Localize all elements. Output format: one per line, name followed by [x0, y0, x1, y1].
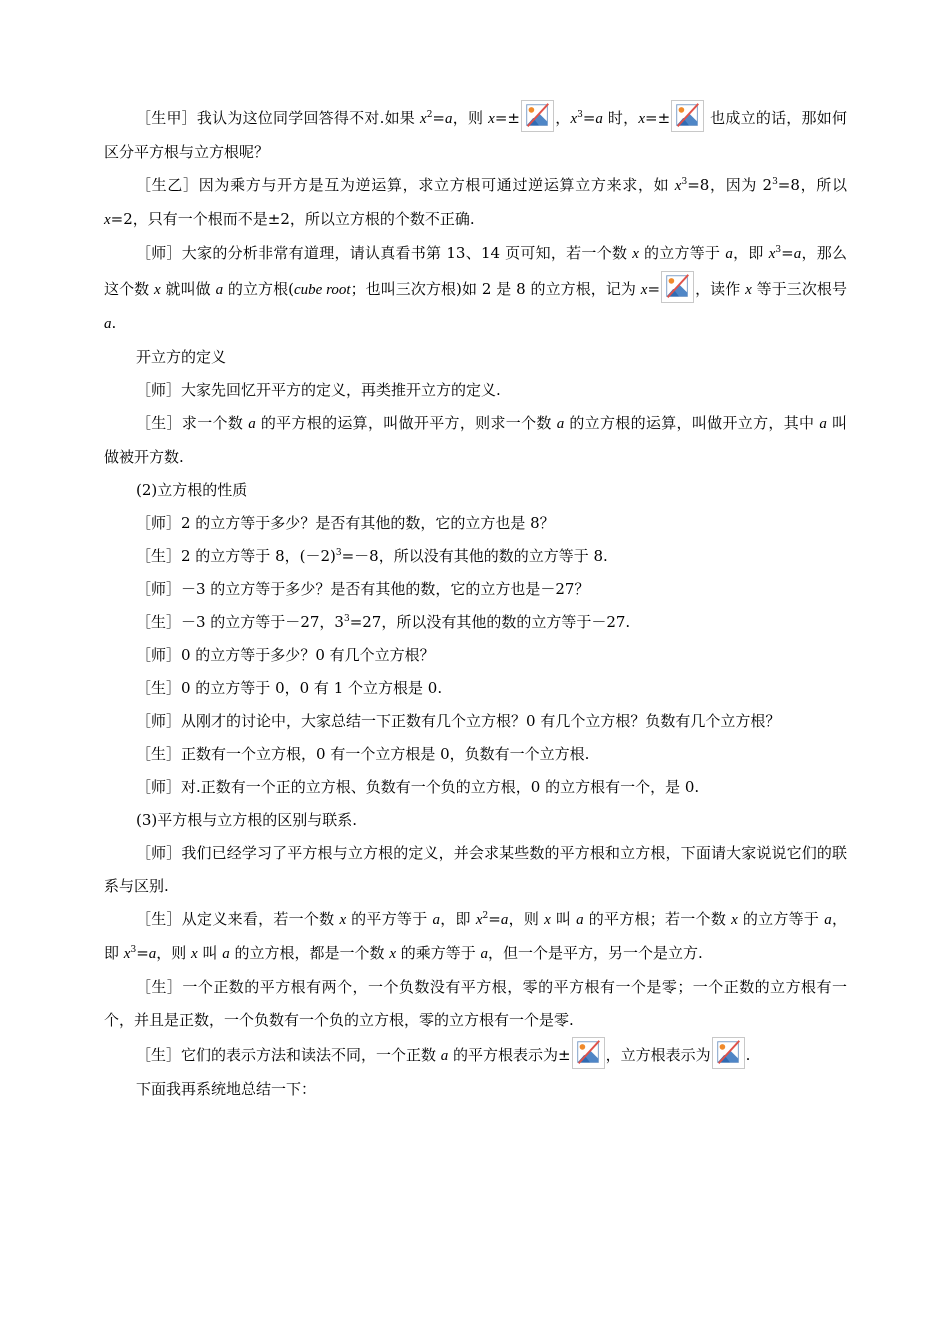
paragraph — [104, 804, 847, 837]
text-run: =27，所以没有其他的数的立方等于－27. — [349, 613, 631, 631]
text-run: =8，所以 — [777, 176, 847, 194]
text-run: 就叫做 — [160, 280, 216, 298]
text-run: ，立方根表示为 — [605, 1046, 711, 1064]
text-run: 叫 — [550, 910, 577, 928]
text-run: ［生］2 的立方等于 8，(－2) — [136, 547, 336, 565]
paragraph — [104, 407, 847, 474]
text-run: ，则 — [156, 944, 192, 962]
paragraph — [104, 971, 847, 1037]
broken-image-icon — [712, 1037, 745, 1069]
text-run: 时， — [602, 109, 639, 127]
text-run: 叫做被开方数. — [104, 414, 847, 466]
italic-variable: x — [339, 912, 347, 928]
text-run: ［师］对.正数有一个正的立方根、负数有一个负的立方根，0 的立方根有一个，是 0. — [136, 778, 700, 796]
paragraph — [104, 639, 847, 672]
italic-variable: a — [500, 912, 509, 928]
text-run: ，则 — [508, 910, 545, 928]
superscript: 3 — [681, 177, 688, 187]
paragraph — [104, 237, 847, 341]
text-run: ， — [554, 109, 571, 127]
italic-variable: x — [544, 912, 551, 928]
text-run: 的平方根表示为± — [448, 1046, 571, 1064]
paragraph — [104, 705, 847, 738]
text-run: 的立方根的运算，叫做开立方，其中 — [564, 414, 820, 432]
italic-variable: x — [123, 946, 131, 962]
text-run: 下面我再系统地总结一下： — [136, 1080, 317, 1098]
paragraph — [104, 738, 847, 771]
text-run: ［生］它们的表示方法和读法不同，一个正数 — [136, 1046, 441, 1064]
text-run: ；也叫三次方根)如 2 是 8 的立方根，记为 — [350, 280, 641, 298]
paragraph — [104, 1037, 847, 1073]
italic-variable: x — [104, 212, 111, 228]
text-run: ，即 — [104, 910, 847, 962]
paragraph — [104, 837, 847, 903]
text-run: = — [582, 109, 596, 127]
broken-image-icon — [661, 271, 694, 303]
text-run: ，但一个是平方，另一个是立方. — [488, 944, 703, 962]
paragraph — [104, 100, 847, 169]
superscript: 3 — [775, 245, 782, 255]
text-run: 的平方根的运算，叫做开平方，则求一个数 — [255, 414, 557, 432]
paragraph — [104, 606, 847, 639]
italic-variable: x — [420, 111, 427, 127]
italic-variable: a — [595, 111, 603, 127]
paragraph — [104, 573, 847, 606]
text-run: ［师］我们已经学习了平方根与立方根的定义，并会求某些数的平方根和立方根，下面请大家说说它们的联系与区别. — [104, 844, 847, 895]
italic-variable: a — [215, 282, 224, 298]
italic-variable: x — [488, 111, 495, 127]
text-run: ［生］一个正数的平方根有两个，一个负数没有平方根，零的平方根有一个是零；一个正数的立方根有一个，并且是正数，一个负数有一个负的立方根，零的立方根有一个是零. — [104, 978, 847, 1029]
paragraph — [104, 507, 847, 540]
text-run: ［生］求一个数 — [136, 414, 249, 432]
paragraph — [104, 374, 847, 407]
text-run: 叫 — [197, 944, 223, 962]
superscript: 3 — [335, 548, 342, 558]
italic-variable: a — [440, 1048, 449, 1064]
broken-image-icon — [671, 100, 704, 132]
italic-variable: a — [104, 316, 112, 332]
superscript: 2 — [426, 110, 433, 120]
text-run: = — [432, 109, 445, 127]
text-run: ［师］2 的立方等于多少？是否有其他的数，它的立方也是 8？ — [136, 514, 555, 532]
text-run: 的立方根，都是一个数 — [229, 944, 390, 962]
italic-variable: a — [556, 416, 565, 432]
paragraph — [104, 1073, 847, 1106]
italic-variable: x — [154, 282, 161, 298]
text-run: ，读作 — [695, 280, 746, 298]
text-run: 也成立的话，那如何区分平方根与立方根呢？ — [104, 109, 847, 161]
italic-variable: a — [445, 111, 453, 127]
text-run: ［师］0 的立方等于多少？0 有几个立方根？ — [136, 646, 435, 664]
text-run: ［师］大家的分析非常有道理，请认真看书第 13、14 页可知，若一个数 — [136, 244, 633, 262]
italic-variable: a — [148, 946, 157, 962]
text-run: . — [745, 1046, 751, 1064]
italic-variable: x — [745, 282, 752, 298]
paragraph — [104, 474, 847, 507]
broken-image-icon — [572, 1037, 605, 1069]
italic-variable: a — [824, 912, 832, 928]
text-run: 等于三次根号 — [751, 280, 847, 298]
superscript: 3 — [577, 110, 583, 120]
italic-variable: x — [640, 282, 648, 298]
text-run: 的平方根；若一个数 — [583, 910, 732, 928]
text-run: ，即 — [732, 244, 769, 262]
text-run: =± — [645, 109, 671, 127]
broken-image-icon — [521, 100, 554, 132]
document-page — [104, 100, 847, 1106]
italic-variable: x — [638, 111, 646, 127]
text-run: ，那么这个数 — [104, 244, 847, 298]
text-run: ［生］正数有一个立方根，0 有一个立方根是 0，负数有一个立方根. — [136, 745, 590, 763]
text-run: ［生乙］因为乘方与开方是互为逆运算，求立方根可通过逆运算立方来求，如 — [136, 176, 675, 194]
italic-variable: x — [389, 946, 396, 962]
italic-variable: x — [632, 246, 639, 262]
text-run: ，即 — [440, 910, 476, 928]
text-run: ［师］从刚才的讨论中，大家总结一下正数有几个立方根？0 有几个立方根？负数有几个立方根？ — [136, 712, 781, 730]
text-run: =－8，所以没有其他的数的立方等于 8. — [341, 547, 608, 565]
text-run: (2)立方根的性质 — [136, 481, 248, 499]
text-run: 的平方等于 — [346, 910, 433, 928]
paragraph — [104, 169, 847, 237]
text-run: 的立方等于 — [638, 244, 726, 262]
italic-variable: x — [475, 912, 483, 928]
text-run: = — [781, 244, 794, 262]
text-run: ［师］大家先回忆开平方的定义，再类推开立方的定义. — [136, 381, 501, 399]
paragraph — [104, 341, 847, 374]
italic-variable: x — [768, 246, 776, 262]
italic-variable: a — [725, 246, 733, 262]
italic-variable: a — [432, 912, 441, 928]
italic-variable: a — [819, 416, 827, 432]
text-run: = — [647, 280, 661, 298]
text-run: ［生］从定义来看，若一个数 — [136, 910, 340, 928]
paragraph — [104, 903, 847, 971]
superscript: 2 — [482, 911, 489, 921]
text-run: =± — [494, 109, 520, 127]
italic-variable: cube root — [294, 282, 351, 298]
italic-variable: x — [570, 111, 578, 127]
text-run: ［生甲］我认为这位同学回答得不对.如果 — [136, 109, 421, 127]
italic-variable: a — [480, 946, 489, 962]
superscript: 3 — [130, 945, 137, 955]
italic-variable: x — [731, 912, 738, 928]
text-run: =8，因为 2 — [687, 176, 773, 194]
text-run: . — [111, 314, 117, 332]
text-run: 的乘方等于 — [395, 944, 481, 962]
italic-variable: a — [222, 946, 230, 962]
superscript: 3 — [343, 614, 350, 624]
text-run: ［生］0 的立方等于 0，0 有 1 个立方根是 0. — [136, 679, 443, 697]
superscript: 3 — [772, 177, 778, 187]
italic-variable: a — [793, 246, 802, 262]
text-run: = — [136, 944, 149, 962]
text-run: =2，只有一个根而不是±2，所以立方根的个数不正确. — [110, 210, 475, 228]
text-run: 的立方根( — [223, 280, 295, 298]
italic-variable: x — [191, 946, 198, 962]
paragraph — [104, 540, 847, 573]
paragraph — [104, 771, 847, 804]
italic-variable: a — [576, 912, 584, 928]
paragraph — [104, 672, 847, 705]
italic-variable: a — [248, 416, 256, 432]
text-run: ［师］－3 的立方等于多少？是否有其他的数，它的立方也是－27？ — [136, 580, 590, 598]
text-run: (3)平方根与立方根的区别与联系. — [136, 811, 358, 829]
text-run: ［生］－3 的立方等于－27，3 — [136, 613, 344, 631]
text-run: 开立方的定义 — [136, 348, 227, 366]
text-run: = — [488, 910, 501, 928]
text-run: 的立方等于 — [737, 910, 825, 928]
text-run: ，则 — [452, 109, 489, 127]
italic-variable: x — [674, 178, 682, 194]
